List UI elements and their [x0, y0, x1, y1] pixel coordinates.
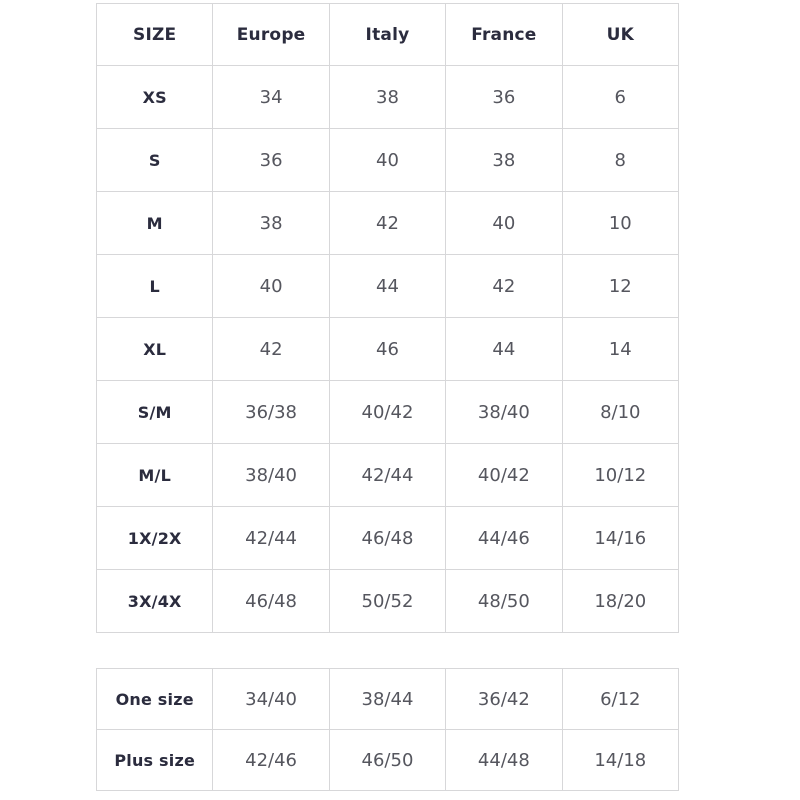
- value-cell: 34/40: [213, 669, 329, 730]
- size-table-header: [97, 4, 679, 66]
- table-row: [97, 255, 679, 318]
- value-cell: 46/50: [329, 730, 445, 791]
- value-cell: 10: [562, 192, 678, 255]
- value-cell: 42/44: [213, 507, 329, 570]
- special-sizes-section: [96, 668, 679, 791]
- value-cell: 42: [446, 255, 562, 318]
- value-cell: 40/42: [329, 381, 445, 444]
- special-sizes-body: [97, 669, 679, 791]
- size-label: M: [97, 192, 213, 255]
- value-cell: 38: [446, 129, 562, 192]
- size-label: S: [97, 129, 213, 192]
- column-header-uk: UK: [562, 4, 678, 66]
- value-cell: 14: [562, 318, 678, 381]
- table-row: [97, 192, 679, 255]
- size-label: M/L: [97, 444, 213, 507]
- size-label: One size: [97, 669, 213, 730]
- table-row: [97, 129, 679, 192]
- value-cell: 8: [562, 129, 678, 192]
- table-row: [97, 730, 679, 791]
- value-cell: 38: [329, 66, 445, 129]
- value-cell: 38/40: [213, 444, 329, 507]
- special-sizes-table: [96, 668, 679, 791]
- value-cell: 42: [213, 318, 329, 381]
- value-cell: 36: [446, 66, 562, 129]
- value-cell: 14/16: [562, 507, 678, 570]
- size-label: Plus size: [97, 730, 213, 791]
- size-label: XS: [97, 66, 213, 129]
- size-label: S/M: [97, 381, 213, 444]
- table-row: [97, 570, 679, 633]
- value-cell: 46/48: [213, 570, 329, 633]
- value-cell: 44: [446, 318, 562, 381]
- value-cell: 14/18: [562, 730, 678, 791]
- column-header-italy: Italy: [329, 4, 445, 66]
- header-row: [97, 4, 679, 66]
- value-cell: 34: [213, 66, 329, 129]
- value-cell: 44/46: [446, 507, 562, 570]
- value-cell: 46: [329, 318, 445, 381]
- value-cell: 6: [562, 66, 678, 129]
- table-row: [97, 444, 679, 507]
- value-cell: 40: [446, 192, 562, 255]
- value-cell: 42: [329, 192, 445, 255]
- value-cell: 6/12: [562, 669, 678, 730]
- value-cell: 50/52: [329, 570, 445, 633]
- value-cell: 10/12: [562, 444, 678, 507]
- value-cell: 40/42: [446, 444, 562, 507]
- table-row: [97, 318, 679, 381]
- table-row: [97, 381, 679, 444]
- size-table-body: [97, 66, 679, 633]
- table-row: [97, 66, 679, 129]
- value-cell: 12: [562, 255, 678, 318]
- size-label: 1X/2X: [97, 507, 213, 570]
- column-header-france: France: [446, 4, 562, 66]
- size-conversion-chart: [96, 3, 679, 791]
- value-cell: 18/20: [562, 570, 678, 633]
- size-conversion-table: [96, 3, 679, 633]
- table-row: [97, 507, 679, 570]
- value-cell: 46/48: [329, 507, 445, 570]
- value-cell: 44: [329, 255, 445, 318]
- value-cell: 36/38: [213, 381, 329, 444]
- value-cell: 42/46: [213, 730, 329, 791]
- table-row: [97, 669, 679, 730]
- value-cell: 38/44: [329, 669, 445, 730]
- column-header-size: SIZE: [97, 4, 213, 66]
- value-cell: 8/10: [562, 381, 678, 444]
- value-cell: 36/42: [446, 669, 562, 730]
- value-cell: 44/48: [446, 730, 562, 791]
- size-label: 3X/4X: [97, 570, 213, 633]
- size-label: L: [97, 255, 213, 318]
- value-cell: 40: [213, 255, 329, 318]
- value-cell: 42/44: [329, 444, 445, 507]
- value-cell: 36: [213, 129, 329, 192]
- column-header-europe: Europe: [213, 4, 329, 66]
- value-cell: 40: [329, 129, 445, 192]
- value-cell: 48/50: [446, 570, 562, 633]
- size-label: XL: [97, 318, 213, 381]
- value-cell: 38: [213, 192, 329, 255]
- value-cell: 38/40: [446, 381, 562, 444]
